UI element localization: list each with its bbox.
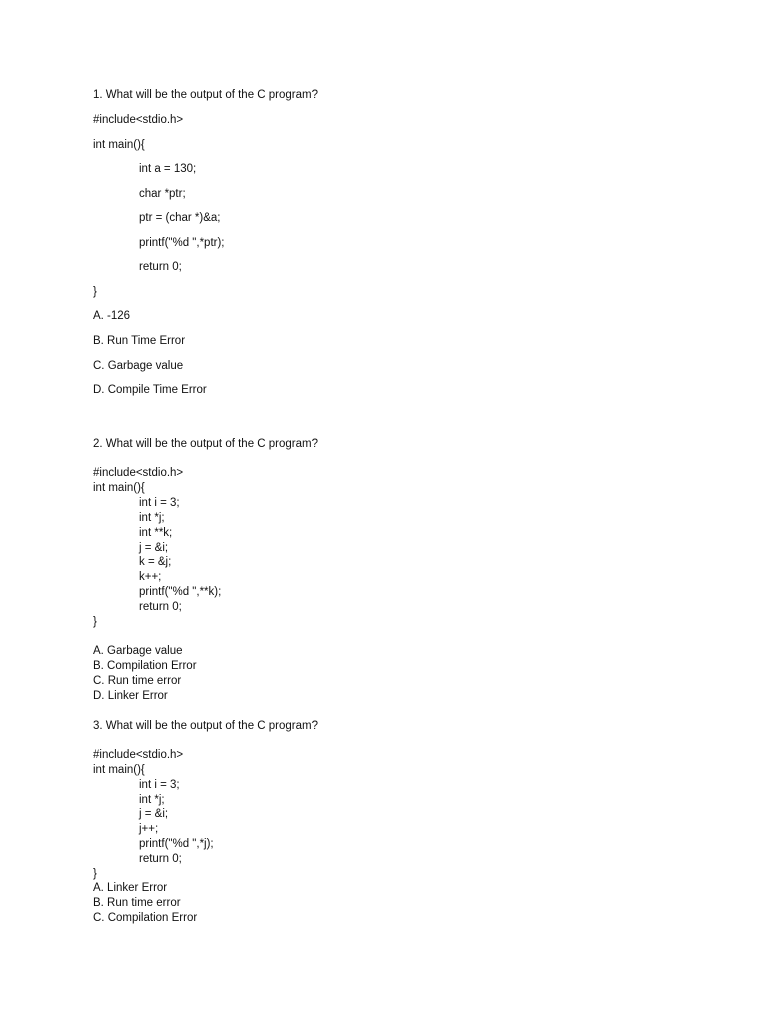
q3-option-c: C. Compilation Error [93,912,198,924]
q1-code-line: ptr = (char *)&a; [139,212,221,224]
q2-code-line: j = &i; [139,542,169,554]
q3-code-line: int i = 3; [139,779,180,791]
q2-option-a: A. Garbage value [93,645,183,657]
q2-code-line-close: } [93,616,97,628]
q2-option-c: C. Run time error [93,675,182,687]
question-3-heading: 3. What will be the output of the C program? [93,720,319,732]
q2-code-line: k = &j; [139,556,172,568]
q3-option-a: A. Linker Error [93,882,168,894]
q2-code-line: int *j; [139,512,165,524]
q1-code-line-include: #include<stdio.h> [93,114,184,126]
q2-option-d: D. Linker Error [93,690,168,702]
q3-code-line: printf("%d ",*j); [139,838,214,850]
q2-code-line: int **k; [139,527,173,539]
q1-code-line: return 0; [139,261,182,273]
q3-code-line: return 0; [139,853,182,865]
q2-code-line-include: #include<stdio.h> [93,467,184,479]
q3-code-line-include: #include<stdio.h> [93,749,184,761]
q2-code-line: int i = 3; [139,497,180,509]
q2-code-line-main: int main(){ [93,482,145,494]
q1-option-a: A. -126 [93,310,131,322]
q3-code-line-close: } [93,868,97,880]
question-1-heading: 1. What will be the output of the C program? [93,89,319,101]
q3-code-line: j = &i; [139,808,169,820]
q3-option-b: B. Run time error [93,897,181,909]
q1-option-b: B. Run Time Error [93,335,186,347]
q2-code-line: return 0; [139,601,182,613]
q3-code-line-main: int main(){ [93,764,145,776]
q2-code-line: k++; [139,571,162,583]
q1-option-c: C. Garbage value [93,360,184,372]
q1-code-line: int a = 130; [139,163,197,175]
q1-code-line-main: int main(){ [93,139,145,151]
question-2-heading: 2. What will be the output of the C program? [93,438,319,450]
q3-code-line: j++; [139,823,159,835]
q2-code-line: printf("%d ",**k); [139,586,222,598]
q3-code-line: int *j; [139,794,165,806]
q1-option-d: D. Compile Time Error [93,384,207,396]
q1-code-line-close: } [93,286,97,298]
q1-code-line: char *ptr; [139,188,186,200]
q2-option-b: B. Compilation Error [93,660,197,672]
q1-code-line: printf("%d ",*ptr); [139,237,225,249]
